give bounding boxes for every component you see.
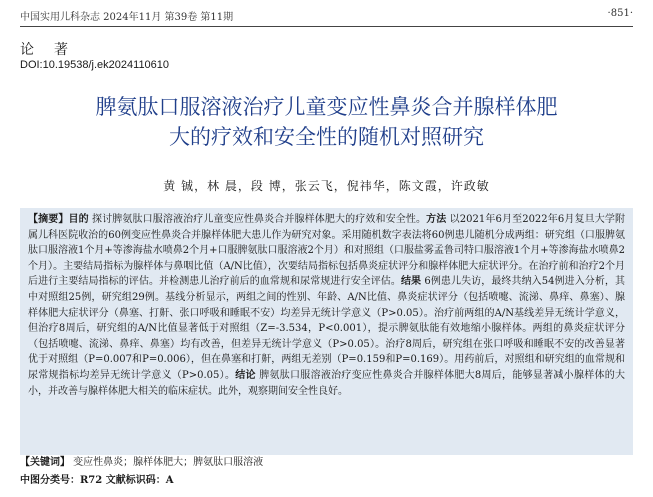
abstract-label: 【摘要】	[28, 214, 69, 225]
abstract-box	[20, 208, 633, 455]
keywords-label: 【关键词】	[20, 457, 70, 468]
section-label: 论著	[20, 42, 88, 58]
title-line-1: 脾氨肽口服溶液治疗儿童变应性鼻炎合并腺样体肥	[95, 95, 558, 119]
classification-line: 中图分类号：R72 文献标识码：A	[20, 475, 174, 486]
conclusion-label: 结论	[235, 369, 256, 381]
author-list: 黄 铖，林 晨，段 博，张云飞，倪祎华，陈文霞，许政敏	[163, 179, 490, 193]
header-divider	[20, 26, 633, 27]
article-title	[18, 92, 635, 152]
objective-label: 目的	[68, 214, 89, 225]
methods-text: 以2021年6月至2022年6月复旦大学附属儿科医院收治的60例变应性鼻炎合并腺样体肥大患儿作为研究对象。采用随机数字表法将60例患儿随机分成两组：研究组（口服脾氨肽口服溶液1个月+等渗海盐水喷鼻2个月+口服脾氨肽口服溶液2个月）和对照组（口服盐雾孟鲁司特口服溶液1个月+等渗海盐水喷鼻2个月）。主要结局指标为腺样体与鼻咽比值（A/N比值），次要结局指标包括鼻炎症状评分和腺样体肥大症状评分。在治疗前和治疗2个月后进行主要结局指标的评估。并检测患儿治疗前后的血常规和尿常规进行安全评估。	[28, 214, 626, 288]
keywords	[20, 453, 263, 468]
page-number: ·851·	[607, 8, 633, 19]
keywords-text: 变应性鼻炎；腺样体肥大；脾氨肽口服溶液	[70, 457, 264, 468]
objective-text: 探讨脾氨肽口服溶液治疗儿童变应性鼻炎合并腺样体肥大的疗效和安全性。	[88, 214, 427, 225]
journal-info: 中国实用儿科杂志 2024年11月 第39卷 第11期	[20, 12, 234, 23]
conclusion-text: 脾氨肽口服溶液治疗变应性鼻炎合并腺样体肥大8周后，能够显著减小腺样体的大小，并改善与腺样体肥大相关的临床症状。此外，观察期间安全性良好。	[28, 369, 626, 397]
running-header	[20, 8, 633, 24]
methods-label: 方法	[426, 214, 447, 225]
doi[interactable]: DOI:10.19538/j.ek2024110610	[20, 59, 170, 71]
results-label: 结果	[400, 276, 422, 288]
results-text: 6例患儿失访，最终共纳入54例进入分析，其中对照组25例，研究组29例。基线分析显示，两组之间的性别、年龄、A/N比值、鼻炎症状评分（包括喷嚏、流涕、鼻痒、鼻塞）、腺样体肥大症状评分（鼻塞、打鼾、张口呼吸和睡眠不安）均差异无统计学意义（P>0.05）。治疗前两组的A/N基线差异无统计学意义，但治疗8周后，研究组的A/N比值显著低于对照组（Z=-3.534，P<0.001），提示脾氨肽能有效地缩小腺样体。两组的鼻炎症状评分（包括喷嚏、流涕、鼻痒、鼻塞）均有改善，但差异无统计学意义（P>0.05）。治疗8周后，研究组在张口呼吸和睡眠不安的改善显著优于对照组（P=0.007和P=0.006），但在鼻塞和打鼾，两组无差别（P=0.159和P=0.169）。用药前后，对照组和研究组的血常规和尿常规指标均差异无统计学意义（P>0.05）。	[28, 276, 626, 381]
title-line-2: 大的疗效和安全性的随机对照研究	[169, 125, 484, 149]
